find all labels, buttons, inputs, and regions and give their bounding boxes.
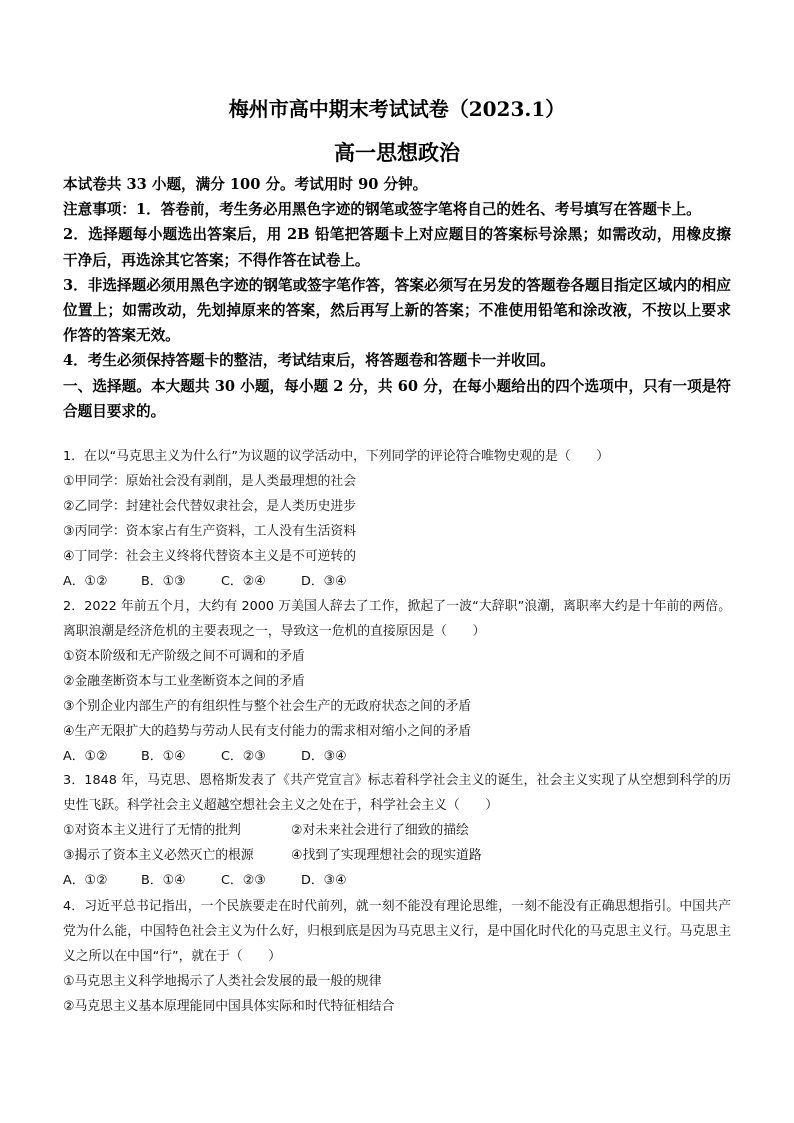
instruction-note-3: 3．非选择题必须用黑色字迹的钢笔或签字笔作答，答案必须写在另发的答题卷各题目指定区域内的相应位置上；如需改动，先划掉原来的答案，然后再写上新的答案；不准使用铅笔和涂改液，不按以上要求作答的答案无效。 [63,276,731,345]
question-item: ②金融垄断资本与工业垄断资本之间的矛盾 [63,674,305,689]
option-d: D．③④ [301,574,347,589]
option-c: C．②③ [221,749,266,764]
question-item: ③丙同学：资本家占有生产资料，工人没有生活资料 [63,524,357,539]
question-item: ①资本阶级和无产阶级之间不可调和的矛盾 [63,649,305,664]
question-stem: 4．习近平总书记指出，一个民族要走在时代前列，就一刻不能没有理论思维，一刻不能没有正确思想指引。中国共产党为什么能，中国特色社会主义为什么好，归根到底是因为马克思主义行，是中国化时代化的马克思主义行。马克思主义之所以在中国“行”，就在于（ ） [63,899,731,964]
question-item: ①马克思主义科学地揭示了人类社会发展的最一般的规律 [63,974,382,989]
question-items-row [63,843,731,868]
option-d: D．③④ [301,873,347,888]
question-item: ②马克思主义基本原理能同中国具体实际和时代特征相结合 [63,999,395,1014]
question-item: ①甲同学：原始社会没有剥削，是人类最理想的社会 [63,474,357,489]
exam-intro: 本试卷共 33 小题，满分 100 分。考试用时 90 分钟。 [63,176,428,193]
question-item: ①对资本主义进行了无情的批判 [63,823,241,838]
option-a: A．①② [63,873,108,888]
instruction-note-4: 4．考生必须保持答题卡的整洁，考试结束后，将答题卷和答题卡一并收回。 [63,352,555,370]
option-d: D．③④ [301,749,347,764]
question-item: ④生产无限扩大的趋势与劳动人民有支付能力的需求相对缩小之间的矛盾 [63,724,472,739]
question-stem: 3．1848 年，马克思、恩格斯发表了《共产党宣言》标志着科学社会主义的诞生，社会主义实现了从空想到科学的历史性飞跃。科学社会主义超越空想社会主义之处在于，科学社会主义（ ） [63,773,731,813]
option-a: A．①② [63,749,108,764]
question-1 [63,444,731,594]
exam-title: 梅州市高中期末考试试卷（2023.1） [228,97,566,121]
answer-options [63,569,731,594]
question-stem: 2．2022 年前五个月，大约有 2000 万美国人辞去了工作，掀起了一波“大辞职”浪潮，离职率大约是十年前的两倍。离职浪潮是经济危机的主要表现之一，导致这一危机的直接原因是（ ） [63,599,731,639]
option-c: C．②③ [221,873,266,888]
answer-options [63,744,731,769]
question-item: ②乙同学：封建社会代替奴隶社会，是人类历史进步 [63,499,357,514]
option-b: B．①③ [141,574,186,589]
option-c: C．②④ [221,574,266,589]
question-item: ④找到了实现理想社会的现实道路 [291,848,482,863]
question-3 [63,768,731,893]
question-item: ③个别企业内部生产的有组织性与整个社会生产的无政府状态之间的矛盾 [63,699,472,714]
option-b: B．①④ [141,749,186,764]
question-2 [63,594,731,769]
question-items-row [63,818,731,843]
exam-instructions [63,172,731,424]
option-a: A．①② [63,574,108,589]
question-item: ④丁同学：社会主义终将代替资本主义是不可逆转的 [63,549,357,564]
exam-subject: 高一思想政治 [334,140,460,165]
section-heading: 一、选择题。本大题共 30 小题，每小题 2 分，共 60 分，在每小题给出的四个选项中，只有一项是符合题目要求的。 [63,377,731,420]
instruction-note-2: 2．选择题每小题选出答案后，用 2B 铅笔把答题卡上对应题目的答案标号涂黑；如需改动，用橡皮擦干净后，再选涂其它答案；不得作答在试卷上。 [63,226,731,269]
answer-options [63,868,731,893]
instruction-note-1: 注意事项：1．答卷前，考生务必用黑色字迹的钢笔或签字笔将自己的姓名、考号填写在答题卡上。 [63,201,701,219]
question-stem: 1．在以“马克思主义为什么行”为议题的议学活动中，下列同学的评论符合唯物史观的是（ ） [63,449,610,464]
question-item: ②对未来社会进行了细致的描绘 [291,823,469,838]
question-item: ③揭示了资本主义必然灭亡的根源 [63,848,254,863]
question-4 [63,894,731,1019]
option-b: B．①④ [141,873,186,888]
